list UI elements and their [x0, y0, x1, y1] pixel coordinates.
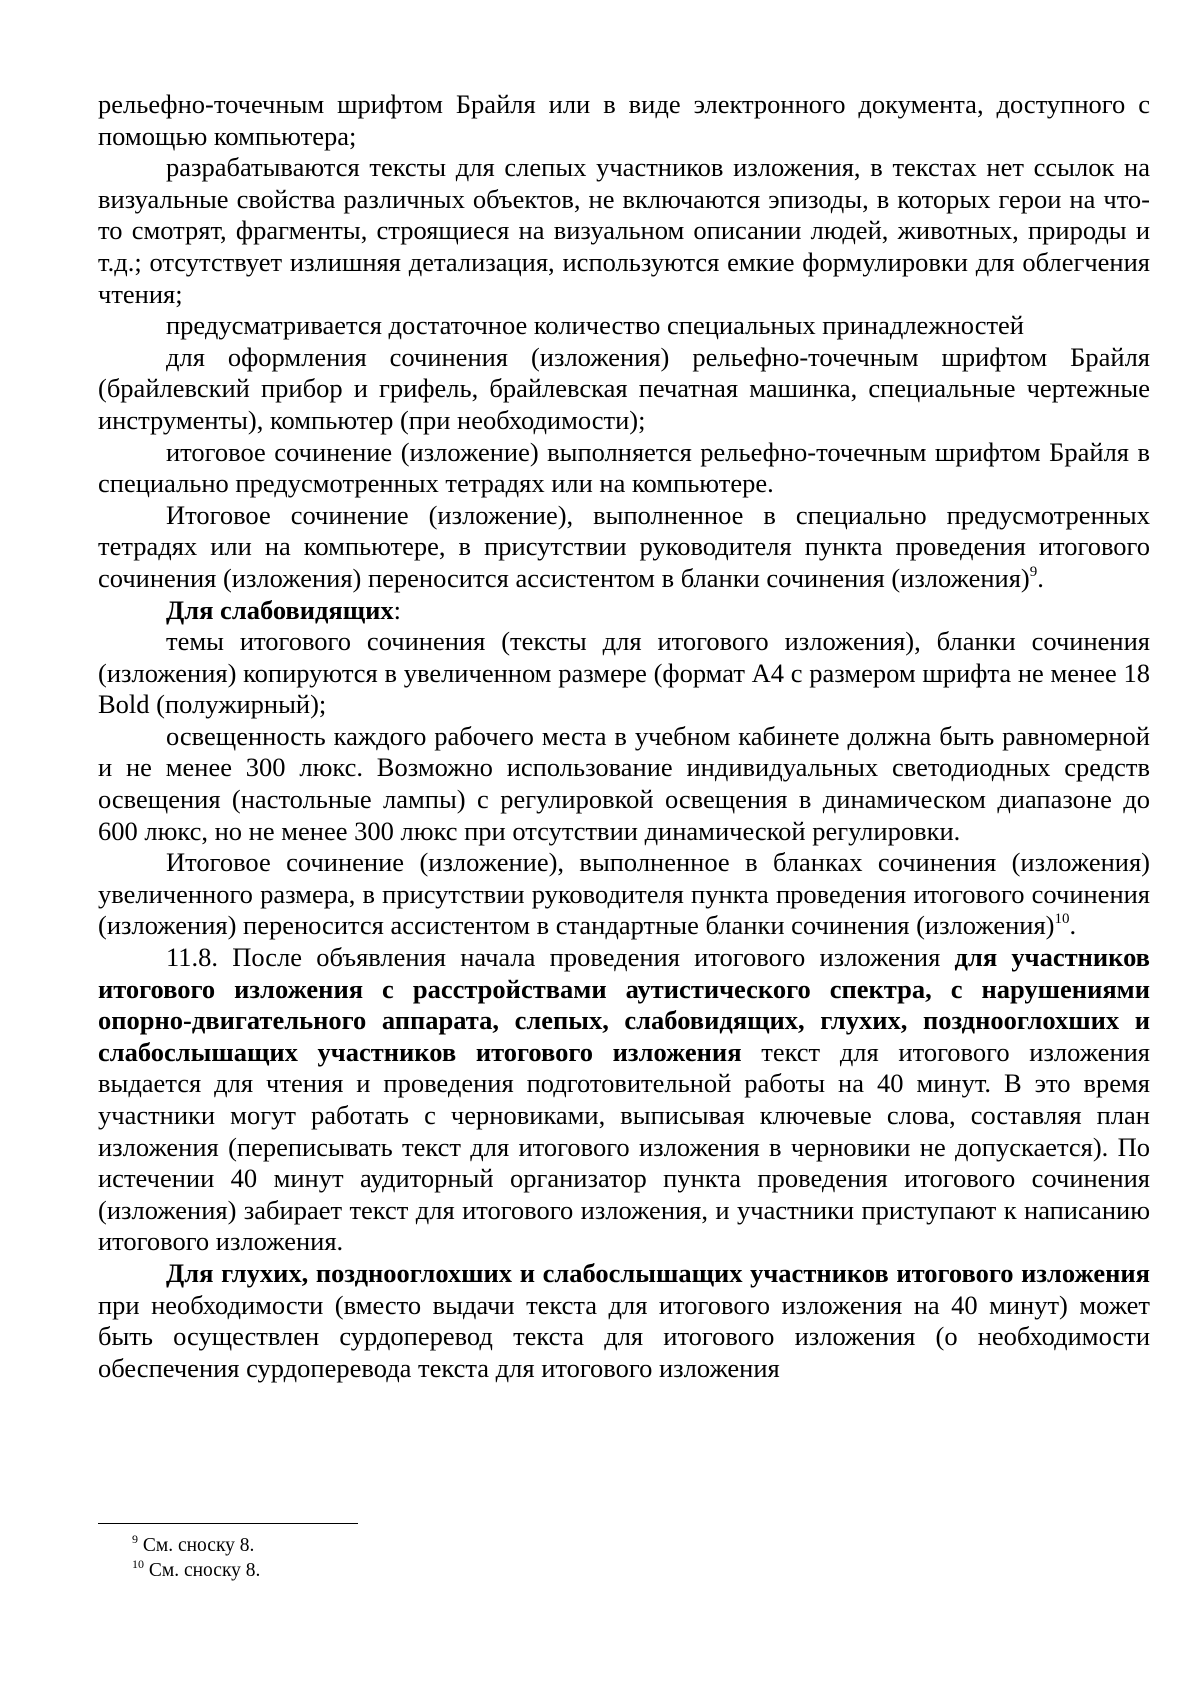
paragraph: итоговое сочинение (изложение) выполняется рельефно-точечным шрифтом Брайля в специально предусмотренных тетрадях или на компьютере. — [98, 436, 1150, 499]
heading-punctuation: : — [393, 594, 402, 625]
paragraph: освещенность каждого рабочего места в учебном кабинете должна быть равномерной и не менее 300 люкс. Возможно использование индивидуальных светодиодных средств освещения (настольные лампы) с регулировкой освещения в динамическом диапазоне до 600 люкс, но не менее 300 люкс при отсутствии динамической регулировки. — [98, 720, 1150, 846]
paragraph-text: . — [1069, 910, 1077, 941]
paragraph-text: . — [1037, 562, 1044, 593]
footnotes — [132, 1533, 260, 1583]
section-heading — [98, 595, 1150, 627]
bold-text: для участников итогового изложения с расстройствами аутистического спектра, с нарушениями опорно-двигательного аппарата, слепых, слабовидящих, глухих, позднооглохших и слабослышащих участников итогового изложения — [98, 942, 1150, 1067]
footnote-text: См. сноску 8. — [138, 1535, 255, 1556]
paragraph: темы итогового сочинения (тексты для итогового изложения), бланки сочинения (изложения) копируются в увеличенном размере (формат А4 с размером шрифта не менее 18 Bold (полужирный); — [98, 626, 1150, 720]
paragraph — [98, 500, 1150, 595]
footnote — [132, 1558, 260, 1583]
paragraph: рельефно-точечным шрифтом Брайля или в виде электронного документа, доступного с помощью компьютера; — [98, 89, 1150, 151]
paragraph: предусматривается достаточное количество специальных принадлежностей — [166, 310, 1024, 341]
heading-text: Для слабовидящих — [166, 594, 394, 625]
footnote-number: 10 — [132, 1557, 144, 1571]
paragraph-text: Итоговое сочинение (изложение), выполненное в специально предусмотренных тетрадях или на компьютере, в присутствии руководителя пункта проведения итогового сочинения (изложения) переносится ассистентом в бланки сочинения (изложения) — [98, 499, 1150, 593]
paragraph: для оформления сочинения (изложения) рельефно-точечным шрифтом Брайля (брайлевский прибор и грифель, брайлевская печатная машинка, специальные чертежные инструменты), компьютер (при необходимости); — [98, 341, 1150, 435]
footnote-reference: 9 — [1029, 563, 1038, 580]
paragraph: разрабатываются тексты для слепых участников изложения, в текстах нет ссылок на визуальные свойства различных объектов, не включаются эпизоды, в которых герои на что-то смотрят, фрагменты, строящиеся на визуальном описании людей, животных, природы и т.д.; отсутствует излишняя детализация, используются емкие формулировки для облегчения чтения; — [98, 152, 1150, 309]
paragraph-text: при необходимости (вместо выдачи текста для итогового изложения на 40 минут) может быть осуществлен сурдоперевод текста для итогового изложения (о необходимости обеспечения сурдоперевода текста для итогового изложения — [98, 1289, 1150, 1383]
paragraph-text: текст для итогового изложения выдается для чтения и проведения подготовительной работы на 40 минут. В это время участники могут работать с черновиками, выписывая ключевые слова, составляя план изложения (переписывать текст для итогового изложения в черновики не допускается). По истечении 40 минут аудиторный организатор пункта проведения итогового сочинения (изложения) забирает текст для итогового изложения, и участники приступают к написанию итогового изложения. — [98, 1036, 1150, 1257]
bold-text: Для глухих, позднооглохших и слабослышащих участников итогового изложения — [166, 1257, 1150, 1288]
footnote-text: См. сноску 8. — [144, 1560, 261, 1581]
footnote-separator — [98, 1523, 358, 1524]
paragraph — [98, 1258, 1150, 1384]
paragraph-text: Итоговое сочинение (изложение), выполненное в бланках сочинения (изложения) увеличенного размера, в присутствии руководителя пункта проведения итогового сочинения (изложения) переносится ассистентом в стандартные бланки сочинения (изложения) — [98, 847, 1150, 941]
paragraph-text: 11.8. После объявления начала проведения итогового изложения — [166, 942, 955, 973]
document-body — [98, 89, 1150, 1384]
footnote-reference: 10 — [1054, 911, 1070, 928]
footnote — [132, 1533, 260, 1558]
paragraph — [98, 942, 1150, 1258]
footnote-number: 9 — [132, 1532, 138, 1546]
paragraph — [98, 847, 1150, 942]
